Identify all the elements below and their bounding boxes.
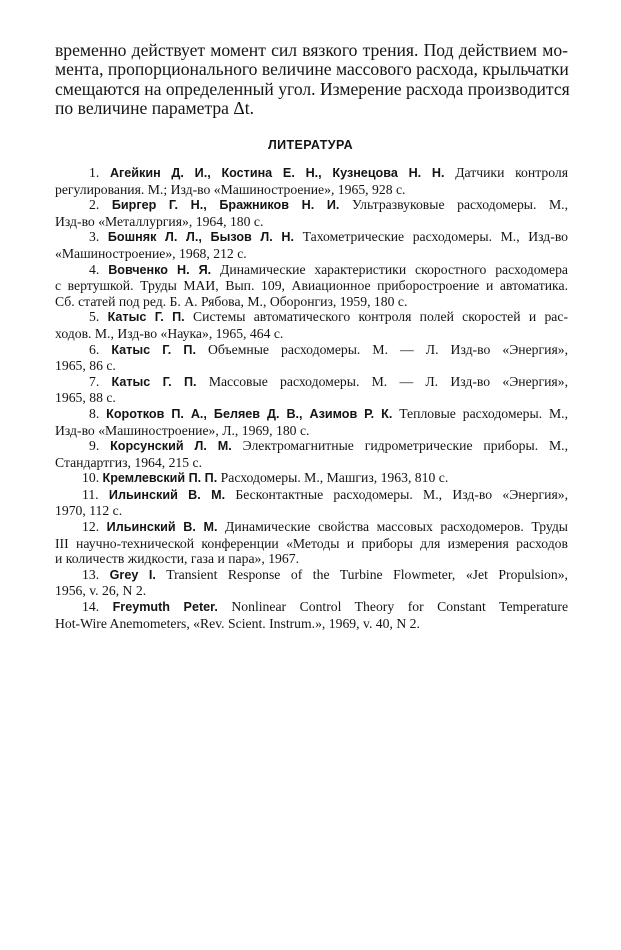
reference-number: 12. — [82, 519, 100, 535]
reference-text: Динамические характеристики скоростного расходомера — [220, 261, 568, 277]
reference-number: 4. — [89, 261, 100, 277]
reference-authors: Ильинский В. М. — [108, 487, 226, 502]
references-heading: ЛИТЕРАТУРА — [267, 138, 354, 152]
reference-number: 8. — [89, 405, 100, 421]
reference-number: 5. — [89, 309, 100, 325]
reference-text: 1970, 112 с. — [55, 503, 123, 519]
reference-number: 1. — [89, 165, 100, 180]
reference-authors: Freymuth Peter. — [112, 600, 218, 615]
reference-number: 2. — [89, 197, 100, 213]
reference-number: 14. — [82, 599, 100, 615]
reference-text: Датчики контроля — [455, 165, 568, 180]
reference-authors: Катыс Г. П. — [111, 374, 197, 389]
reference-text: регулирования. М.; Изд-во «Машиностроение», 1965, 928 с. — [55, 181, 406, 197]
reference-item — [55, 567, 568, 599]
reference-text: и количеств жидкости, газа и пара», 1967. — [55, 551, 300, 567]
reference-authors: Ильинский В. М. — [106, 520, 218, 535]
reference-item — [55, 229, 568, 261]
reference-text: 1965, 86 с. — [55, 358, 116, 374]
reference-authors: Корсунский Л. М. — [110, 439, 232, 454]
reference-text: Бесконтактные расходомеры. М., Изд-во «Энергия», — [235, 486, 568, 502]
reference-number: 7. — [89, 373, 100, 389]
reference-text: с вертушкой. Труды МАИ, Вып. 109, Авиационное приборостроение и автоматика. — [55, 278, 568, 294]
reference-text: Объемные расходомеры. М. — Л. Изд-во «Энергия», — [208, 341, 568, 357]
reference-authors: Катыс Г. П. — [107, 310, 185, 325]
reference-text: Тахометрические расходомеры. М., Изд-во — [302, 229, 568, 245]
intro-line: мента, пропорционального величине массового расхода, крыльчатки — [55, 59, 569, 80]
reference-authors: Кремлевский П. П. — [102, 471, 218, 486]
reference-text: Расходомеры. М., Машгиз, 1963, 810 с. — [220, 470, 449, 486]
reference-text: Стандартгиз, 1964, 215 с. — [55, 454, 203, 470]
reference-number: 3. — [89, 229, 100, 245]
reference-text: Электромагнитные гидрометрические приборы. М., — [242, 438, 568, 454]
reference-text: Изд-во «Машиностроение», Л., 1969, 180 с. — [55, 422, 310, 438]
reference-text: 1956, v. 26, N 2. — [55, 583, 147, 599]
reference-item — [55, 262, 568, 310]
reference-item — [55, 197, 568, 229]
reference-text: Сб. статей под ред. Б. А. Рябова, М., Оборонгиз, 1959, 180 с. — [55, 293, 408, 309]
reference-text: 1965, 88 с. — [55, 390, 116, 406]
reference-authors: Коротков П. А., Беляев Д. В., Азимов Р. К. — [106, 406, 393, 421]
reference-authors: Вовченко Н. Я. — [108, 262, 212, 277]
reference-number: 10. — [82, 470, 100, 486]
reference-text: «Машиностроение», 1968, 212 с. — [55, 245, 247, 261]
reference-text: Тепловые расходомеры. М., — [399, 405, 568, 421]
intro-line: смещаются на определенный угол. Измерение расхода производится — [55, 78, 570, 99]
reference-item — [55, 165, 568, 197]
intro-line: по величине параметра Δt. — [55, 97, 254, 118]
reference-item — [55, 309, 568, 341]
reference-item — [55, 519, 568, 567]
reference-item — [55, 342, 568, 374]
reference-authors: Бошняк Л. Л., Бызов Л. Н. — [107, 230, 295, 245]
reference-list — [55, 165, 568, 631]
reference-text: Transient Response of the Turbine Flowmeter, «Jet Propulsion», — [166, 566, 568, 582]
reference-item — [55, 487, 568, 519]
reference-text: Массовые расходомеры. М. — Л. Изд-во «Энергия», — [208, 373, 568, 389]
reference-authors: Биргер Г. Н., Бражников Н. И. — [111, 198, 340, 213]
reference-text: III научно-технической конференции «Методы и приборы для измерения расходов — [55, 535, 568, 551]
reference-item — [55, 374, 568, 406]
reference-number: 11. — [82, 486, 99, 502]
reference-text: Динамические свойства массовых расходомеров. Труды — [225, 519, 568, 535]
intro-line: временно действует момент сил вязкого трения. Под действием мо- — [55, 40, 568, 60]
intro-paragraph — [55, 41, 568, 118]
reference-authors: Grey I. — [109, 567, 156, 582]
reference-text: Hot-Wire Anemometers, «Rev. Scient. Instrum.», 1969, v. 40, N 2. — [55, 615, 420, 631]
reference-number: 13. — [82, 566, 100, 582]
reference-item — [55, 438, 568, 470]
reference-item — [55, 599, 568, 631]
reference-text: Изд-во «Металлургия», 1964, 180 с. — [55, 213, 264, 229]
reference-authors: Агейкин Д. И., Костина Е. Н., Кузнецова Н. Н. — [109, 166, 445, 180]
reference-text: Nonlinear Control Theory for Constant Temperature — [231, 599, 568, 615]
reference-number: 6. — [89, 341, 100, 357]
reference-item — [55, 470, 568, 487]
reference-item — [55, 406, 568, 438]
reference-number: 9. — [89, 438, 100, 454]
reference-text: Ультразвуковые расходомеры. М., — [351, 197, 568, 213]
reference-authors: Катыс Г. П. — [111, 342, 196, 357]
reference-text: ходов. М., Изд-во «Наука», 1965, 464 с. — [55, 325, 284, 341]
reference-text: Системы автоматического контроля полей скоростей и рас- — [192, 309, 568, 325]
